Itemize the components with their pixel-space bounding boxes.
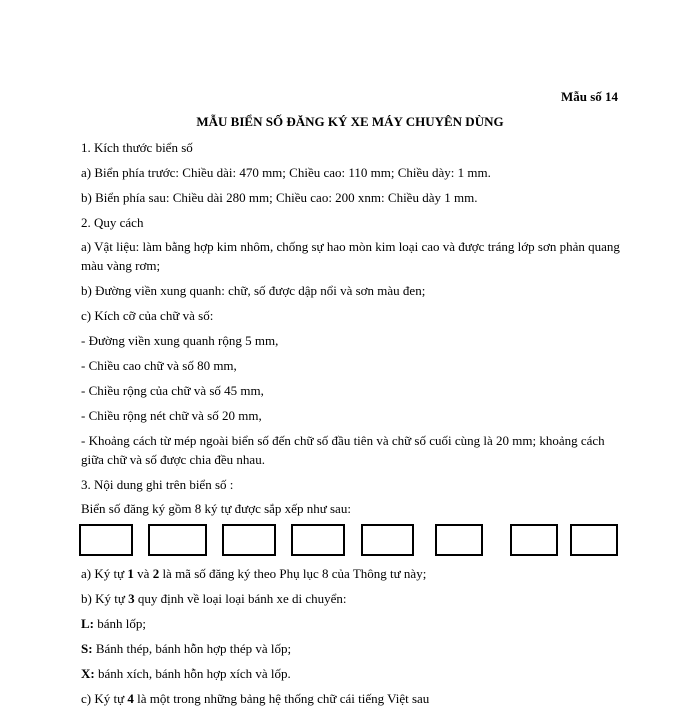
character-box: [79, 524, 133, 556]
character-box: [291, 524, 345, 556]
rule-characters-1-2: a) Ký tự 1 và 2 là mã số đăng ký theo Phụ lục 8 của Thông tư này;: [81, 566, 427, 581]
character-box: [570, 524, 618, 556]
wheel-code-item: X: bánh xích, bánh hỗn hợp xích và lốp.: [81, 666, 291, 681]
size-item: - Chiều cao chữ và số 80 mm,: [81, 358, 237, 373]
character-box: [148, 524, 207, 556]
wheel-code-item: S: Bánh thép, bánh hỗn hợp thép và lốp;: [81, 641, 292, 656]
border-spec: b) Đường viền xung quanh: chữ, số được dập nổi và sơn màu đen;: [81, 283, 426, 298]
section-2-heading: 2. Quy cách: [81, 215, 144, 230]
character-size-heading: c) Kích cỡ của chữ và số:: [81, 308, 214, 323]
character-box: [222, 524, 276, 556]
size-item: - Đường viền xung quanh rộng 5 mm,: [81, 333, 279, 348]
size-item: - Chiều rộng của chữ và số 45 mm,: [81, 383, 264, 398]
rule-character-3: b) Ký tự 3 quy định về loại loại bánh xe di chuyển:: [81, 591, 347, 606]
rear-plate-dimensions: b) Biển phía sau: Chiều dài 280 mm; Chiều cao: 200 xnm: Chiều dày 1 mm.: [81, 190, 478, 205]
character-box: [361, 524, 414, 556]
front-plate-dimensions: a) Biển phía trước: Chiều dài: 470 mm; Chiều cao: 110 mm; Chiều dày: 1 mm.: [81, 165, 491, 180]
character-boxes: [0, 524, 700, 560]
rule-character-4: c) Ký tự 4 là một trong những bảng hệ thống chữ cái tiếng Việt sau: [81, 691, 430, 706]
section-3-heading: 3. Nội dung ghi trên biển số :: [81, 477, 234, 492]
size-item: - Chiều rộng nét chữ và số 20 mm,: [81, 408, 262, 423]
section-1-heading: 1. Kích thước biển số: [81, 140, 193, 155]
material-spec: a) Vật liệu: làm bằng hợp kim nhôm, chống sự hao mòn kim loại cao và được tráng lớp sơn phản quang màu vàng rơm;: [81, 239, 620, 273]
form-number: Mẫu số 14: [560, 89, 618, 104]
wheel-code-item: L: bánh lốp;: [81, 616, 146, 631]
plate-layout-intro: Biển số đăng ký gồm 8 ký tự được sắp xếp như sau:: [81, 501, 351, 516]
document-title: MẪU BIỂN SỐ ĐĂNG KÝ XE MÁY CHUYÊN DÙNG: [196, 114, 504, 129]
character-box: [510, 524, 558, 556]
size-item: - Khoảng cách từ mép ngoài biển số đến chữ số đầu tiên và chữ số cuối cùng là 20 mm; khoảng cách giữa chữ và số được chia đều nhau.: [81, 433, 605, 467]
character-box: [435, 524, 483, 556]
